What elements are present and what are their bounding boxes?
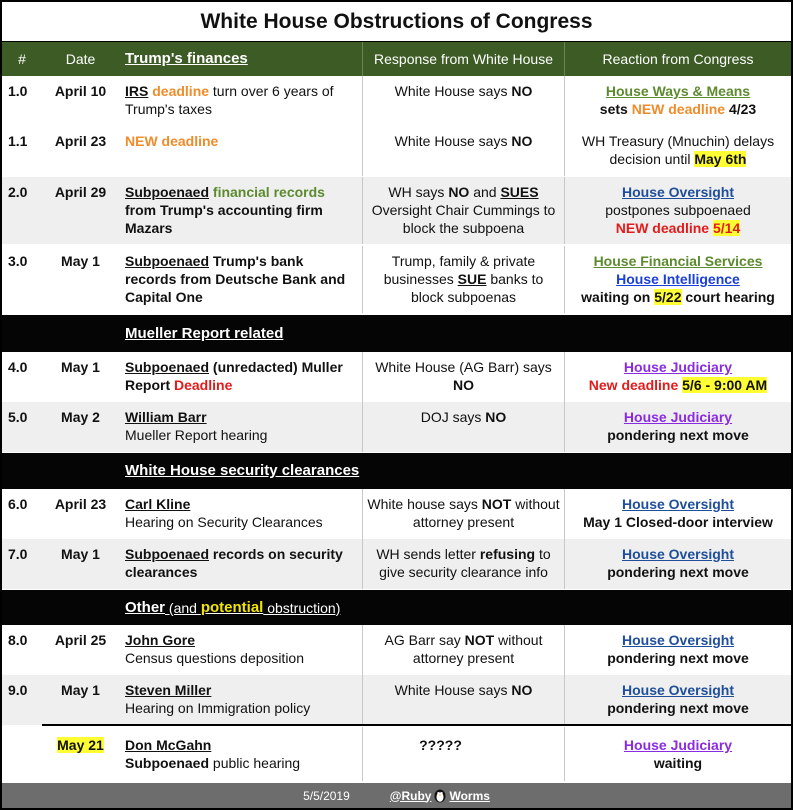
response-no: NO bbox=[511, 133, 533, 149]
committee-oversight[interactable]: House Oversight bbox=[621, 682, 735, 698]
committee-intelligence[interactable]: House Intelligence bbox=[616, 271, 740, 287]
column-header-row bbox=[2, 42, 791, 76]
twitter-handle[interactable]: @Ruby Worms bbox=[389, 788, 490, 803]
row-response: WH says NO and SUES Oversight Chair Cummings to block the subpoena bbox=[362, 177, 564, 244]
committee-judiciary[interactable]: House Judiciary bbox=[623, 737, 733, 753]
row-item: Don McGahn Subpoenaed public hearing bbox=[125, 737, 301, 771]
row-item bbox=[121, 177, 362, 244]
table-row bbox=[2, 177, 791, 244]
column-header-response: Response from White House bbox=[362, 42, 564, 76]
row-number: 6.0 bbox=[8, 496, 28, 512]
table-row bbox=[2, 76, 791, 126]
row-number: 5.0 bbox=[8, 409, 28, 425]
row-date: May 2 bbox=[61, 409, 100, 425]
row-response: White House says NO bbox=[362, 675, 564, 725]
reaction-text: sets NEW deadline 4/23 bbox=[599, 101, 757, 117]
row-number: 1.0 bbox=[8, 83, 28, 99]
committee-oversight[interactable]: House Oversight bbox=[621, 496, 735, 512]
row-response: DOJ says NO bbox=[362, 402, 564, 452]
item-text: Trump's bank records from Deutsche Bank and Capital One bbox=[125, 253, 346, 305]
row-number: 7.0 bbox=[8, 546, 28, 562]
section-row-security bbox=[2, 453, 791, 489]
row-reaction: House Oversight pondering next move bbox=[564, 675, 791, 725]
row-item: Steven Miller Hearing on Immigration policy bbox=[125, 682, 311, 716]
item-subpoenaed: Subpoenaed bbox=[125, 184, 210, 200]
row-item: Carl Kline Hearing on Security Clearances bbox=[125, 496, 323, 530]
table-row bbox=[2, 352, 791, 402]
item-text: turn over 6 years of Trump's taxes bbox=[125, 83, 334, 117]
committee-ways-means[interactable]: House Ways & Means bbox=[605, 83, 751, 99]
row-reaction bbox=[564, 352, 791, 402]
row-response: WH sends letter refusing to give security clearance info bbox=[362, 539, 564, 589]
footer bbox=[2, 783, 791, 808]
section-title-finances: Trump's finances bbox=[125, 50, 248, 67]
response-text: White House says bbox=[394, 83, 512, 99]
section-row-other bbox=[2, 590, 791, 625]
response-text: White House says bbox=[394, 133, 512, 149]
row-reaction: House Judiciary waiting bbox=[564, 727, 791, 781]
reaction-text: WH Treasury (Mnuchin) delays decision until bbox=[581, 133, 775, 167]
row-reaction bbox=[564, 177, 791, 244]
item-deadline: deadline bbox=[152, 83, 210, 99]
row-number bbox=[2, 727, 40, 781]
column-header-reaction: Reaction from Congress bbox=[564, 42, 791, 76]
column-header-num: # bbox=[18, 51, 26, 67]
row-number: 8.0 bbox=[8, 632, 28, 648]
reaction-text: postpones subpoenaed bbox=[605, 202, 751, 218]
row-reaction: House Oversight May 1 Closed-door interview bbox=[564, 489, 791, 539]
row-date: April 25 bbox=[54, 632, 107, 648]
table-row bbox=[2, 539, 791, 589]
table-row bbox=[2, 675, 791, 725]
row-number: 4.0 bbox=[8, 359, 28, 375]
item-subpoenaed: Subpoenaed bbox=[125, 253, 210, 269]
item-financial-records: financial records bbox=[209, 184, 325, 200]
row-number: 9.0 bbox=[8, 682, 28, 698]
divider bbox=[42, 724, 791, 726]
section-title-other: Other (and potential obstruction) bbox=[125, 598, 341, 616]
table-row bbox=[2, 489, 791, 539]
row-number: 1.1 bbox=[8, 133, 28, 149]
row-item: Subpoenaed (unredacted) Muller Report Deadline bbox=[125, 359, 343, 393]
row-date: May 1 bbox=[61, 546, 100, 562]
row-reaction: House Oversight pondering next move bbox=[564, 625, 791, 675]
row-date: May 21 bbox=[57, 737, 104, 753]
row-number: 2.0 bbox=[8, 184, 28, 200]
row-date: April 23 bbox=[54, 496, 107, 512]
row-response: ????? bbox=[362, 727, 564, 781]
footer-date: 5/5/2019 bbox=[303, 788, 350, 803]
row-reaction: House Judiciary pondering next move bbox=[564, 402, 791, 452]
table-row bbox=[2, 402, 791, 452]
row-item: William Barr Mueller Report hearing bbox=[125, 409, 268, 443]
committee-financial-services[interactable]: House Financial Services bbox=[593, 253, 763, 269]
table-row bbox=[2, 625, 791, 675]
row-date: May 1 bbox=[61, 359, 100, 375]
committee-oversight[interactable]: House Oversight bbox=[621, 184, 735, 200]
reaction-text: waiting on 5/22 court hearing bbox=[581, 289, 775, 305]
row-reaction bbox=[564, 126, 791, 176]
reaction-deadline: NEW deadline 5/14 bbox=[615, 220, 741, 236]
row-reaction bbox=[564, 76, 791, 126]
row-response: Trump, family & private businesses SUE banks to block subpoenas bbox=[362, 246, 564, 313]
row-date: April 23 bbox=[54, 133, 107, 149]
committee-judiciary[interactable]: House Judiciary bbox=[623, 359, 733, 375]
table-row bbox=[2, 727, 791, 781]
table-row bbox=[2, 126, 791, 176]
row-item: Subpoenaed records on security clearances bbox=[125, 546, 343, 580]
committee-oversight[interactable]: House Oversight bbox=[621, 632, 735, 648]
reaction-date-highlight: May 6th bbox=[694, 151, 747, 167]
reaction-deadline: New deadline 5/6 - 9:00 AM bbox=[588, 377, 768, 393]
row-date: May 1 bbox=[61, 253, 100, 269]
section-title-security: White House security clearances bbox=[125, 462, 360, 479]
response-no: NO bbox=[511, 83, 533, 99]
column-header-date: Date bbox=[65, 51, 96, 67]
penguin-icon bbox=[433, 788, 447, 803]
section-row-mueller bbox=[2, 315, 791, 352]
section-title-mueller: Mueller Report related bbox=[125, 324, 284, 342]
row-item bbox=[121, 76, 362, 126]
row-date: April 10 bbox=[54, 83, 107, 99]
row-item bbox=[121, 246, 362, 313]
item-irs: IRS bbox=[125, 83, 149, 99]
row-item: NEW deadline bbox=[125, 133, 219, 149]
item-text: from Trump's accounting firm Mazars bbox=[125, 202, 323, 236]
row-response bbox=[362, 76, 564, 126]
row-response: White house says NOT without attorney present bbox=[362, 489, 564, 539]
committee-judiciary[interactable]: House Judiciary bbox=[623, 409, 733, 425]
committee-oversight[interactable]: House Oversight bbox=[621, 546, 735, 562]
row-date: April 29 bbox=[54, 184, 107, 200]
row-reaction bbox=[564, 246, 791, 313]
row-item: John Gore Census questions deposition bbox=[125, 632, 305, 666]
row-response bbox=[362, 126, 564, 176]
row-date: May 1 bbox=[61, 682, 100, 698]
page-title: White House Obstructions of Congress bbox=[2, 2, 791, 42]
table-row bbox=[2, 246, 791, 313]
row-response: White House (AG Barr) says NO bbox=[362, 352, 564, 402]
row-number: 3.0 bbox=[8, 253, 28, 269]
row-reaction: House Oversight pondering next move bbox=[564, 539, 791, 589]
row-response: AG Barr say NOT without attorney present bbox=[362, 625, 564, 675]
